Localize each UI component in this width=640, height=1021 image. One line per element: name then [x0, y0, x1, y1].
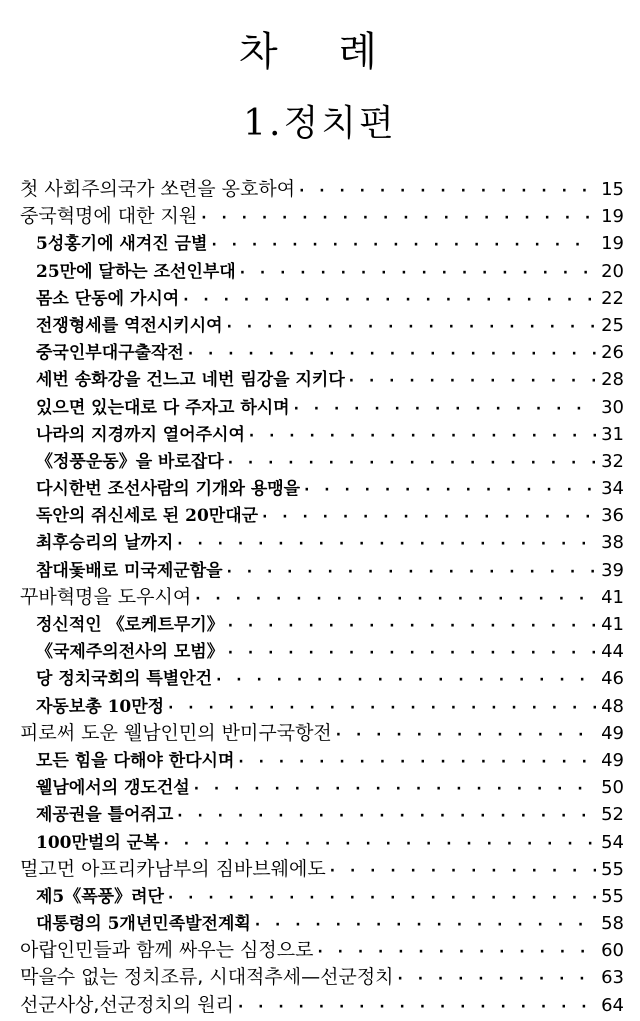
toc-entry-page: 48: [601, 695, 624, 717]
dot-leader: [304, 477, 596, 504]
toc-entry-page: 30: [601, 396, 624, 418]
toc-entry-page: 22: [601, 287, 624, 309]
toc-entry[interactable]: [20, 203, 624, 230]
toc-subentry[interactable]: [20, 502, 624, 529]
toc-entry-page: 41: [601, 614, 624, 635]
dot-leader: [228, 450, 596, 477]
toc-entry-label: 참대돛배로 미국제군함을: [36, 560, 223, 581]
dot-leader: [195, 586, 596, 613]
toc-entry[interactable]: [20, 176, 624, 203]
toc-entry-label: 피로써 도운 웰남인민의 반미구국항전: [20, 721, 332, 744]
dot-leader: [227, 314, 596, 341]
toc-entry-page: 32: [601, 450, 624, 472]
toc-entry-label: 제공권을 틀어쥐고: [36, 805, 174, 826]
toc-entry-page: 50: [601, 777, 624, 799]
dot-leader: [177, 803, 596, 830]
toc-entry-label: 정신적인 《로케트무기》: [36, 615, 224, 635]
toc-entry-label: 중국혁명에 대한 지원: [20, 205, 198, 228]
toc-entry-page: 55: [601, 885, 624, 907]
toc-subentry[interactable]: [20, 774, 624, 801]
dot-leader: [216, 667, 596, 694]
toc-entry-label: 제5《폭풍》려단: [36, 886, 164, 907]
toc-entry[interactable]: [20, 584, 624, 611]
dot-leader: [201, 205, 596, 232]
toc-entry-label: 100만벌의 군복: [36, 832, 160, 853]
toc-entry-page: 28: [601, 369, 624, 391]
toc-entry-page: 49: [601, 722, 624, 744]
dot-leader: [255, 912, 596, 939]
dot-leader: [398, 966, 596, 993]
toc-entry[interactable]: [20, 964, 624, 991]
toc-entry-label: 꾸바혁명을 도우시여: [20, 585, 192, 608]
toc-entry-page: 31: [601, 423, 624, 445]
dot-leader: [177, 531, 596, 558]
toc-entry-page: 19: [601, 206, 624, 228]
toc-entry-page: 26: [601, 342, 624, 364]
dot-leader: [249, 423, 596, 450]
toc-entry[interactable]: [20, 856, 624, 883]
dot-leader: [188, 341, 596, 368]
dot-leader: [168, 885, 596, 912]
toc-subentry[interactable]: [20, 801, 624, 828]
dot-leader: [330, 858, 596, 885]
toc-subentry[interactable]: [20, 312, 624, 339]
toc-entry-label: 25만에 달하는 조선인부대: [36, 261, 236, 282]
toc-entry-page: 55: [601, 858, 624, 880]
toc-entry-label: 세번 송화강을 건느고 네번 림강을 지키다: [36, 370, 345, 391]
toc-entry-page: 34: [601, 478, 624, 500]
toc-entry-label: 전쟁형세를 역전시키시여: [36, 315, 223, 336]
dot-leader: [238, 994, 596, 1021]
dot-leader: [211, 232, 596, 259]
toc-entry-page: 54: [601, 831, 624, 853]
toc-entry-page: 20: [601, 260, 624, 282]
toc-entry-page: 19: [601, 233, 624, 255]
toc-subentry[interactable]: [20, 421, 624, 448]
toc-entry-label: 몸소 단동에 가시여: [36, 288, 180, 309]
toc-subentry[interactable]: [20, 475, 624, 502]
toc-subentry[interactable]: [20, 557, 624, 584]
toc-entry-label: 첫 사회주의국가 쏘련을 옹호하여: [20, 178, 296, 200]
dot-leader: [336, 722, 596, 749]
toc-entry-page: 15: [601, 179, 624, 200]
dot-leader: [194, 776, 596, 803]
dot-leader: [168, 695, 596, 722]
dot-leader: [183, 287, 596, 314]
toc-entry[interactable]: [20, 992, 624, 1019]
toc-entry-label: 웰남에서의 갱도건설: [36, 778, 190, 799]
toc-entry[interactable]: [20, 720, 624, 747]
toc-subentry[interactable]: [20, 747, 624, 774]
dot-leader: [238, 749, 596, 776]
toc-entry-page: 63: [601, 967, 624, 989]
toc-entry-label: 모든 힘을 다해야 한다시며: [36, 750, 235, 771]
toc-entry-label: 5성홍기에 새겨진 금별: [36, 234, 208, 255]
dot-leader: [228, 640, 596, 667]
toc-entry-page: 41: [601, 586, 624, 608]
dot-leader: [299, 178, 596, 205]
toc-entry-label: 막을수 없는 정치조류, 시대적추세—선군정치: [20, 966, 394, 989]
toc-entry-label: 아랍인민들과 함께 싸우는 심정으로: [20, 939, 314, 962]
toc-entry-page: 39: [601, 559, 624, 581]
toc-subentry[interactable]: [20, 285, 624, 312]
dot-leader: [164, 831, 596, 858]
toc-subentry[interactable]: [20, 394, 624, 421]
dot-leader: [349, 368, 596, 395]
toc-subentry[interactable]: [20, 910, 624, 937]
toc-entry-page: 44: [601, 641, 624, 663]
toc-subentry[interactable]: [20, 693, 624, 720]
dot-leader: [294, 396, 596, 423]
toc-entry-label: 《국제주의전사의 모범》: [36, 642, 224, 663]
toc-subentry[interactable]: [20, 665, 624, 692]
page-title: 차 례: [239, 29, 401, 75]
toc-entry-label: 다시한번 조선사람의 기개와 용맹을: [36, 479, 301, 500]
toc-entry-page: 60: [601, 940, 624, 962]
toc-entry-page: 36: [601, 505, 624, 527]
table-of-contents: [20, 176, 624, 1019]
toc-entry-page: 25: [601, 314, 624, 336]
toc-entry-page: 38: [601, 532, 624, 554]
toc-entry-label: 당 정치국회의 특별안건: [36, 669, 213, 690]
toc-entry-label: 독안의 쥐신세로 된 20만대군: [36, 506, 259, 527]
toc-entry-page: 58: [601, 913, 624, 935]
toc-entry-label: 중국인부대구출작전: [36, 343, 184, 364]
toc-subentry[interactable]: [20, 448, 624, 475]
section-title: 1.정치편: [243, 103, 397, 144]
toc-subentry[interactable]: [20, 258, 624, 285]
toc-subentry[interactable]: [20, 339, 624, 366]
toc-entry-label: 자동보총 10만정: [36, 696, 165, 717]
toc-subentry[interactable]: [20, 883, 624, 910]
toc-entry[interactable]: [20, 937, 624, 964]
toc-entry-label: 나라의 지경까지 열어주시여: [36, 424, 245, 445]
toc-entry-label: 있으면 있는대로 다 주자고 하시며: [36, 397, 290, 418]
toc-subentry[interactable]: [20, 529, 624, 556]
toc-entry-page: 64: [601, 994, 624, 1016]
toc-subentry[interactable]: [20, 829, 624, 856]
toc-entry-page: 46: [601, 668, 624, 690]
toc-entry-page: 52: [601, 804, 624, 826]
toc-entry-label: 선군사상,선군정치의 원리: [20, 993, 234, 1016]
toc-subentry[interactable]: [20, 366, 624, 393]
toc-entry-label: 최후승리의 날까지: [36, 533, 174, 554]
dot-leader: [262, 504, 596, 531]
toc-entry-page: 49: [601, 749, 624, 771]
toc-subentry[interactable]: [20, 230, 624, 257]
toc-subentry[interactable]: [20, 638, 624, 665]
dot-leader: [317, 939, 596, 966]
toc-entry-label: 대통령의 5개년민족발전계획: [36, 914, 251, 935]
toc-entry-label: 《정풍운동》을 바로잡다: [36, 451, 224, 472]
dot-leader: [240, 260, 596, 287]
dot-leader: [227, 559, 596, 586]
toc-entry-label: 멀고먼 아프리카남부의 짐바브웨에도: [20, 857, 326, 880]
dot-leader: [228, 613, 596, 640]
toc-subentry[interactable]: [20, 611, 624, 638]
